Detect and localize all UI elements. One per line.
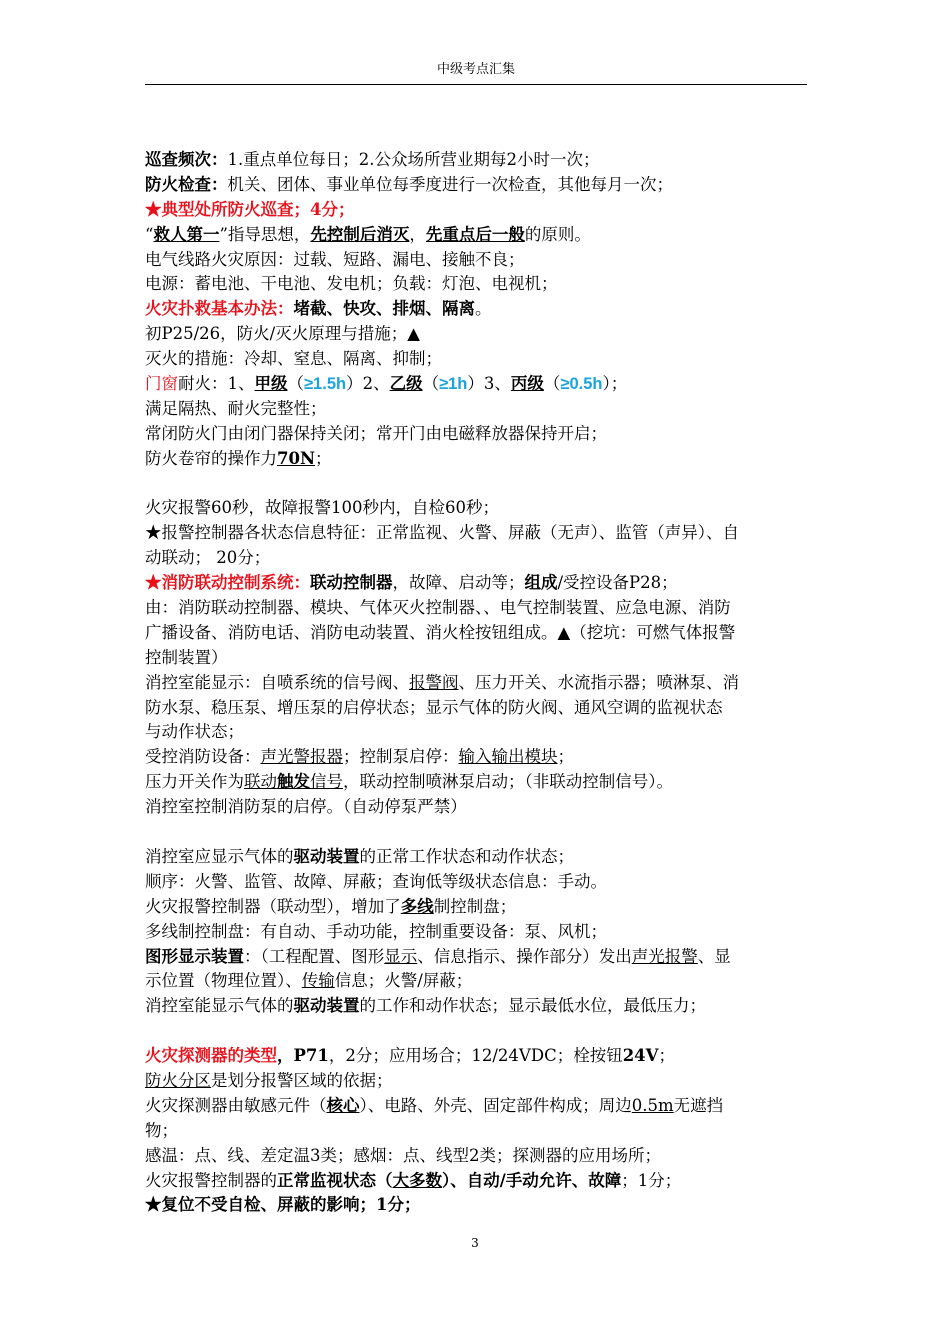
text-run: ，2分；应用场合；12/24VDC；栓按钮 <box>328 1046 623 1066</box>
text-run: 核心 <box>326 1095 360 1115</box>
text-line <box>145 994 810 1019</box>
text-line <box>145 1169 810 1194</box>
text-run: ”指导思想， <box>219 224 311 244</box>
text-run: 感温：点、线、差定温3类；感烟：点、线型2类；探测器的应用场所； <box>145 1145 661 1165</box>
text-run: 无遮挡 <box>673 1095 724 1115</box>
text-run: ； <box>557 747 574 767</box>
text-line <box>145 720 810 745</box>
text-run: 大多数 <box>392 1170 442 1190</box>
text-line <box>145 372 810 397</box>
text-run: 、信息指示、操作部分）发出 <box>417 946 632 966</box>
text-run: ★典型处所防火巡查；4分； <box>145 199 355 219</box>
text-line <box>145 596 810 621</box>
text-run: 乙级 <box>389 374 423 394</box>
text-line <box>145 646 810 671</box>
text-run: 门窗 <box>145 374 178 394</box>
text-line <box>145 496 810 521</box>
text-run: 满足隔热、耐火完整性； <box>145 398 327 418</box>
text-run: 常闭防火门由闭门器保持关闭；常开门由电磁释放器保持开启； <box>145 423 607 443</box>
text-run: 制控制盘； <box>433 896 517 916</box>
text-run: （ <box>287 374 304 394</box>
text-run: 多线 <box>400 896 434 916</box>
page-header-title: 中级考点汇集 <box>436 62 515 77</box>
text-run: 、显 <box>697 946 731 966</box>
text-line <box>145 870 810 895</box>
page-number: 3 <box>471 1236 479 1250</box>
text-run: 先重点后一般 <box>425 224 525 244</box>
text-run: ≥1h <box>439 375 468 394</box>
text-run: 电源：蓄电池、干电池、发电机；负载：灯泡、电视机； <box>145 274 558 294</box>
text-run: 传输 <box>301 971 335 991</box>
text-run: 信号 <box>310 772 343 792</box>
text-run: 控制装置） <box>145 647 228 667</box>
text-run: ； <box>658 1046 675 1066</box>
text-run: ★复位不受自检、屏蔽的影响；1分； <box>145 1195 421 1215</box>
text-line <box>145 745 810 770</box>
text-run: 火灾报警控制器的 <box>145 1170 277 1190</box>
text-run: ，联动控制喷淋泵启动；（非联动控制信号）。 <box>343 772 673 792</box>
text-run: 救人第一 <box>153 224 220 244</box>
text-run: 消控室能显示气体的 <box>145 996 294 1016</box>
text-line <box>145 770 810 795</box>
text-run: ）2、 <box>346 374 390 394</box>
text-run: 24V <box>622 1046 659 1066</box>
text-run: 消控室能显示：自喷系统的信号阀、 <box>145 672 409 692</box>
text-run: 组成 <box>524 573 558 593</box>
blank-line <box>145 1019 810 1044</box>
text-run: 是划分报警区域的依据； <box>211 1070 393 1090</box>
text-run: 联动控制器 <box>310 573 393 593</box>
header-divider <box>145 84 807 85</box>
text-run: 动联动； 20分； <box>145 548 271 568</box>
text-line <box>145 696 810 721</box>
text-run: 触发 <box>277 772 310 792</box>
text-run: 驱动装置 <box>293 846 360 866</box>
text-run: ，故障、启动等； <box>392 573 525 593</box>
text-run: 电气线路火灾原因：过载、短路、漏电、接触不良； <box>145 249 525 269</box>
text-line <box>145 1119 810 1144</box>
text-run: （ <box>422 374 440 394</box>
text-run: 声光警报器 <box>260 747 343 767</box>
blank-line <box>145 472 810 497</box>
text-run: ；控制泵启停： <box>343 747 459 767</box>
text-line <box>145 148 810 173</box>
text-run: 甲级 <box>254 374 288 394</box>
text-run: 70N <box>277 448 316 468</box>
text-run: 初P25/26，防火/灭火原理与措施；▲ <box>145 324 420 344</box>
text-line <box>145 895 810 920</box>
text-run: 消控室应显示气体的 <box>145 846 294 866</box>
text-line <box>145 173 810 198</box>
text-line <box>145 248 810 273</box>
text-run: 防火检查： <box>145 174 228 194</box>
text-run: 与动作状态； <box>145 722 244 742</box>
text-run: 堵截、快攻、排烟、隔离 <box>293 299 475 319</box>
text-run: 信息；火警/屏蔽； <box>334 971 473 991</box>
text-run: 多线制控制盘：有自动、手动功能，控制重要设备：泵、风机； <box>145 921 607 941</box>
text-line <box>145 198 810 223</box>
text-run: 的原则。 <box>524 224 591 244</box>
text-run: 丙级 <box>510 374 544 394</box>
text-line <box>145 1144 810 1169</box>
text-run: 报警阀 <box>409 672 459 692</box>
text-run: 火灾探测器的类型 <box>145 1046 277 1066</box>
text-run: 机关、团体、事业单位每季度进行一次检查，其他每月一次； <box>227 174 673 194</box>
text-line <box>145 297 810 322</box>
text-run: ）、电路、外壳、固定部件构成；周边 <box>359 1095 632 1115</box>
text-line <box>145 945 810 970</box>
text-run: 显示 <box>384 946 418 966</box>
text-run: ★消防联动控制系统： <box>145 573 310 593</box>
blank-line <box>145 820 810 845</box>
text-run: 巡查频次： <box>145 150 228 169</box>
text-run: 的工作和动作状态；显示最低水位，最低压力； <box>359 996 706 1016</box>
text-run: 正常监视状态（ <box>277 1170 393 1190</box>
text-run: 驱动装置 <box>293 996 360 1016</box>
text-run: ★报警控制器各状态信息特征：正常监视、火警、屏蔽（无声）、监管（声异）、自 <box>145 523 739 543</box>
text-run: 防水泵、稳压泵、增压泵的启停状态；显示气体的防火阀、通风空调的监视状态 <box>145 697 723 717</box>
text-line <box>145 397 810 422</box>
text-run: ；1分； <box>621 1170 682 1190</box>
text-run: 1.重点单位每日；2.公众场所营业期每2小时一次； <box>227 150 600 169</box>
text-run: 防火分区 <box>145 1070 211 1090</box>
text-run: 、压力开关、水流指示器；喷淋泵、消 <box>458 672 739 692</box>
text-run: ）、自动/手动允许、故障 <box>442 1170 622 1190</box>
text-line <box>145 621 810 646</box>
text-run: ， <box>409 224 426 244</box>
text-run: 由：消防联动控制器、模块、气体灭火控制器、、电气控制装置、应急电源、消防 <box>145 598 731 618</box>
text-run: 灭火的措施：冷却、窒息、隔离、抑制； <box>145 349 442 369</box>
text-run: ）； <box>602 374 628 394</box>
text-line <box>145 1069 810 1094</box>
text-run: 图形显示装置 <box>145 946 244 966</box>
document-body <box>145 148 810 1218</box>
text-line <box>145 1044 810 1069</box>
text-run: 顺序：火警、监管、故障、屏蔽；查询低等级状态信息：手动。 <box>145 871 607 891</box>
text-line <box>145 671 810 696</box>
text-run: 广播设备、消防电话、消防电动装置、消火栓按钮组成。▲（挖坑：可燃气体报警 <box>145 622 736 642</box>
text-run: ； <box>315 448 332 468</box>
text-line <box>145 223 810 248</box>
text-line <box>145 347 810 372</box>
text-run: 先控制后消灭 <box>310 224 410 244</box>
text-run: 联动 <box>244 772 277 792</box>
text-run: 火灾扑救基本办法： <box>145 299 294 319</box>
text-run: ≥1.5h <box>304 375 347 394</box>
text-line <box>145 447 810 472</box>
text-run: 。 <box>475 299 492 319</box>
text-run: /受控设备P28； <box>557 573 678 593</box>
text-run: ）3、 <box>467 374 511 394</box>
text-run: 受控消防设备： <box>145 747 261 767</box>
text-run: 火灾报警60秒，故障报警100秒内，自检60秒； <box>145 498 499 518</box>
text-run: ，P71 <box>277 1046 329 1066</box>
text-run: 0.5m <box>631 1095 674 1115</box>
text-run: 物； <box>145 1120 178 1140</box>
text-line <box>145 521 810 546</box>
text-line <box>145 1094 810 1119</box>
text-run: （ <box>543 374 561 394</box>
text-run: “ <box>145 224 154 244</box>
text-run: 耐火：1、 <box>178 374 255 394</box>
text-line <box>145 571 810 596</box>
text-line <box>145 969 810 994</box>
text-run: 消控室控制消防泵的启停。（自动停泵严禁） <box>145 797 467 817</box>
text-line <box>145 422 810 447</box>
text-run: ≥0.5h <box>560 375 603 394</box>
text-run: 的正常工作状态和动作状态； <box>359 846 574 866</box>
text-line <box>145 920 810 945</box>
text-line <box>145 546 810 571</box>
text-run: 压力开关作为 <box>145 772 244 792</box>
text-run: 防火卷帘的操作力 <box>145 448 277 468</box>
text-line <box>145 272 810 297</box>
text-run: 示位置（物理位置）、 <box>145 971 302 991</box>
text-line <box>145 1193 810 1218</box>
text-line <box>145 795 810 820</box>
text-run: 声光报警 <box>631 946 698 966</box>
text-run: ：（工程配置、图形 <box>244 946 385 966</box>
text-run: 输入输出模块 <box>458 747 558 767</box>
text-line <box>145 845 810 870</box>
text-line <box>145 322 810 347</box>
text-run: 火灾探测器由敏感元件（ <box>145 1095 327 1115</box>
text-run: 火灾报警控制器（联动型），增加了 <box>145 896 401 916</box>
